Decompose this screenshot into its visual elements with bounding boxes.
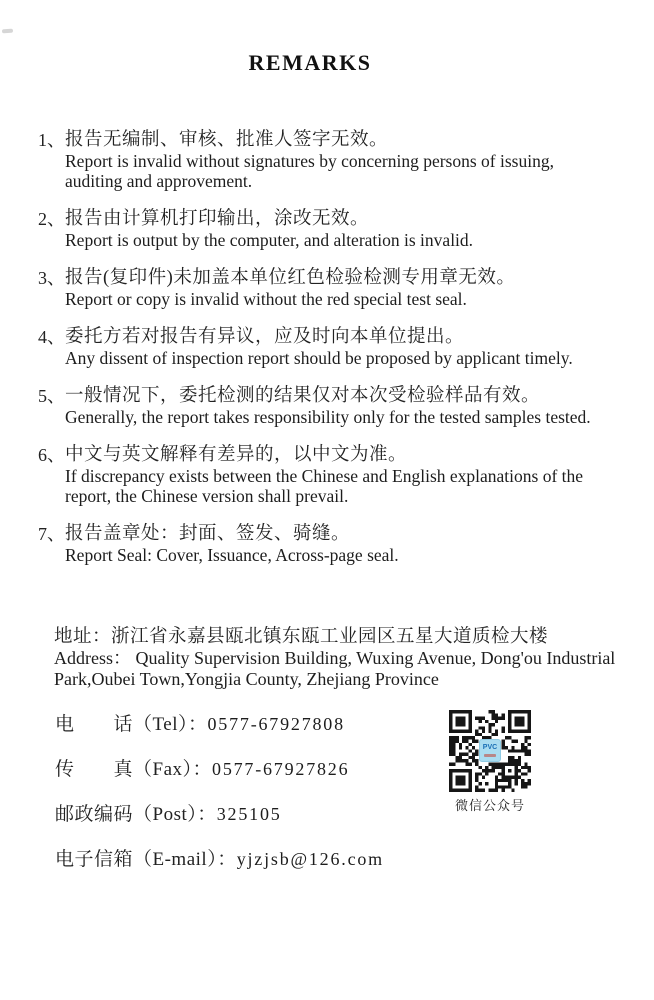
remark-text-en: Report is output by the computer, and alteration is invalid. <box>65 230 474 250</box>
contact-block <box>55 712 435 892</box>
remark-text-zh: 报告盖章处：封面、签发、骑缝。 <box>65 524 351 544</box>
remark-text-en: Report Seal: Cover, Issuance, Across-page seal. <box>65 545 399 565</box>
remark-text-en: Report is invalid without signatures by concerning persons of issuing, <box>65 151 554 171</box>
remark-text-zh: 委托方若对报告有异议，应及时向本单位提出。 <box>65 327 465 347</box>
post-value: 325105 <box>216 804 282 824</box>
remark-item-5 <box>38 386 644 427</box>
remark-text-en: Any dissent of inspection report should be proposed by applicant timely. <box>65 348 573 368</box>
remark-item-4 <box>38 327 644 368</box>
remark-number: 5、 <box>38 386 65 406</box>
email-label: 电子信箱（E-mail）： <box>55 849 237 870</box>
fax-label: 传 真（Fax）： <box>55 759 213 780</box>
address-en: Address： Quality Supervision Building, Wuxing Avenue, Dong'ou Industrial <box>54 648 616 668</box>
remark-text-zh: 报告(复印件)未加盖本单位红色检验检测专用章无效。 <box>65 268 516 288</box>
qr-code-icon <box>449 710 531 792</box>
fax-row <box>55 757 435 783</box>
remark-text-zh: 一般情况下，委托检测的结果仅对本次受检验样品有效。 <box>65 386 541 406</box>
remark-item-3 <box>38 268 644 309</box>
email-value: yjzjsb@126.com <box>236 849 384 869</box>
address-en: Park,Oubei Town,Yongjia County, Zhejiang Province <box>54 669 439 689</box>
qr-logo-mark <box>484 754 496 757</box>
remark-number: 2、 <box>38 209 65 229</box>
tel-value: 0577-67927808 <box>207 714 345 734</box>
remark-text-en: auditing and approvement. <box>65 171 253 191</box>
remark-text-en: Report or copy is invalid without the red special test seal. <box>65 289 467 309</box>
remark-text-zh: 报告无编制、审核、批准人签字无效。 <box>65 130 389 150</box>
remark-text-zh: 报告由计算机打印输出，涂改无效。 <box>65 209 370 229</box>
email-row <box>55 847 435 873</box>
address-zh: 地址：浙江省永嘉县瓯北镇东瓯工业园区五星大道质检大楼 <box>54 627 549 647</box>
remark-item-6 <box>38 445 644 506</box>
qr-caption: 微信公众号 <box>454 798 525 813</box>
remark-number: 6、 <box>38 445 65 465</box>
remark-text-en: If discrepancy exists between the Chinese and English explanations of the <box>65 466 584 486</box>
remark-body <box>65 327 644 368</box>
remark-body <box>65 445 644 506</box>
remark-text-zh: 中文与英文解释有差异的，以中文为准。 <box>65 445 408 465</box>
scan-artifact <box>2 29 13 34</box>
remark-item-7 <box>38 524 644 565</box>
remark-body <box>65 524 644 565</box>
remark-number: 1、 <box>38 130 65 150</box>
tel-row <box>55 712 435 738</box>
remark-text-en: report, the Chinese version shall prevail. <box>65 486 349 506</box>
qr-center-logo-icon <box>479 739 501 762</box>
remark-item-2 <box>38 209 644 250</box>
remark-body <box>65 209 644 250</box>
remarks-list <box>38 130 644 583</box>
remark-text-en: Generally, the report takes responsibility only for the tested samples tested. <box>65 407 591 427</box>
address-block <box>54 626 644 690</box>
post-row <box>55 802 435 828</box>
remark-number: 7、 <box>38 524 65 544</box>
remark-body <box>65 130 644 191</box>
wechat-qr-block <box>434 710 546 814</box>
tel-label: 电 话（Tel）： <box>55 714 208 735</box>
qr-logo-text: PVC <box>482 744 498 751</box>
post-label: 邮政编码（Post）： <box>55 804 217 825</box>
remark-number: 4、 <box>38 327 65 347</box>
page-title: REMARKS <box>248 50 372 75</box>
remark-body <box>65 268 644 309</box>
remark-item-1 <box>38 130 644 191</box>
remark-body <box>65 386 644 427</box>
fax-value: 0577-67927826 <box>212 759 350 779</box>
remark-number: 3、 <box>38 268 65 288</box>
